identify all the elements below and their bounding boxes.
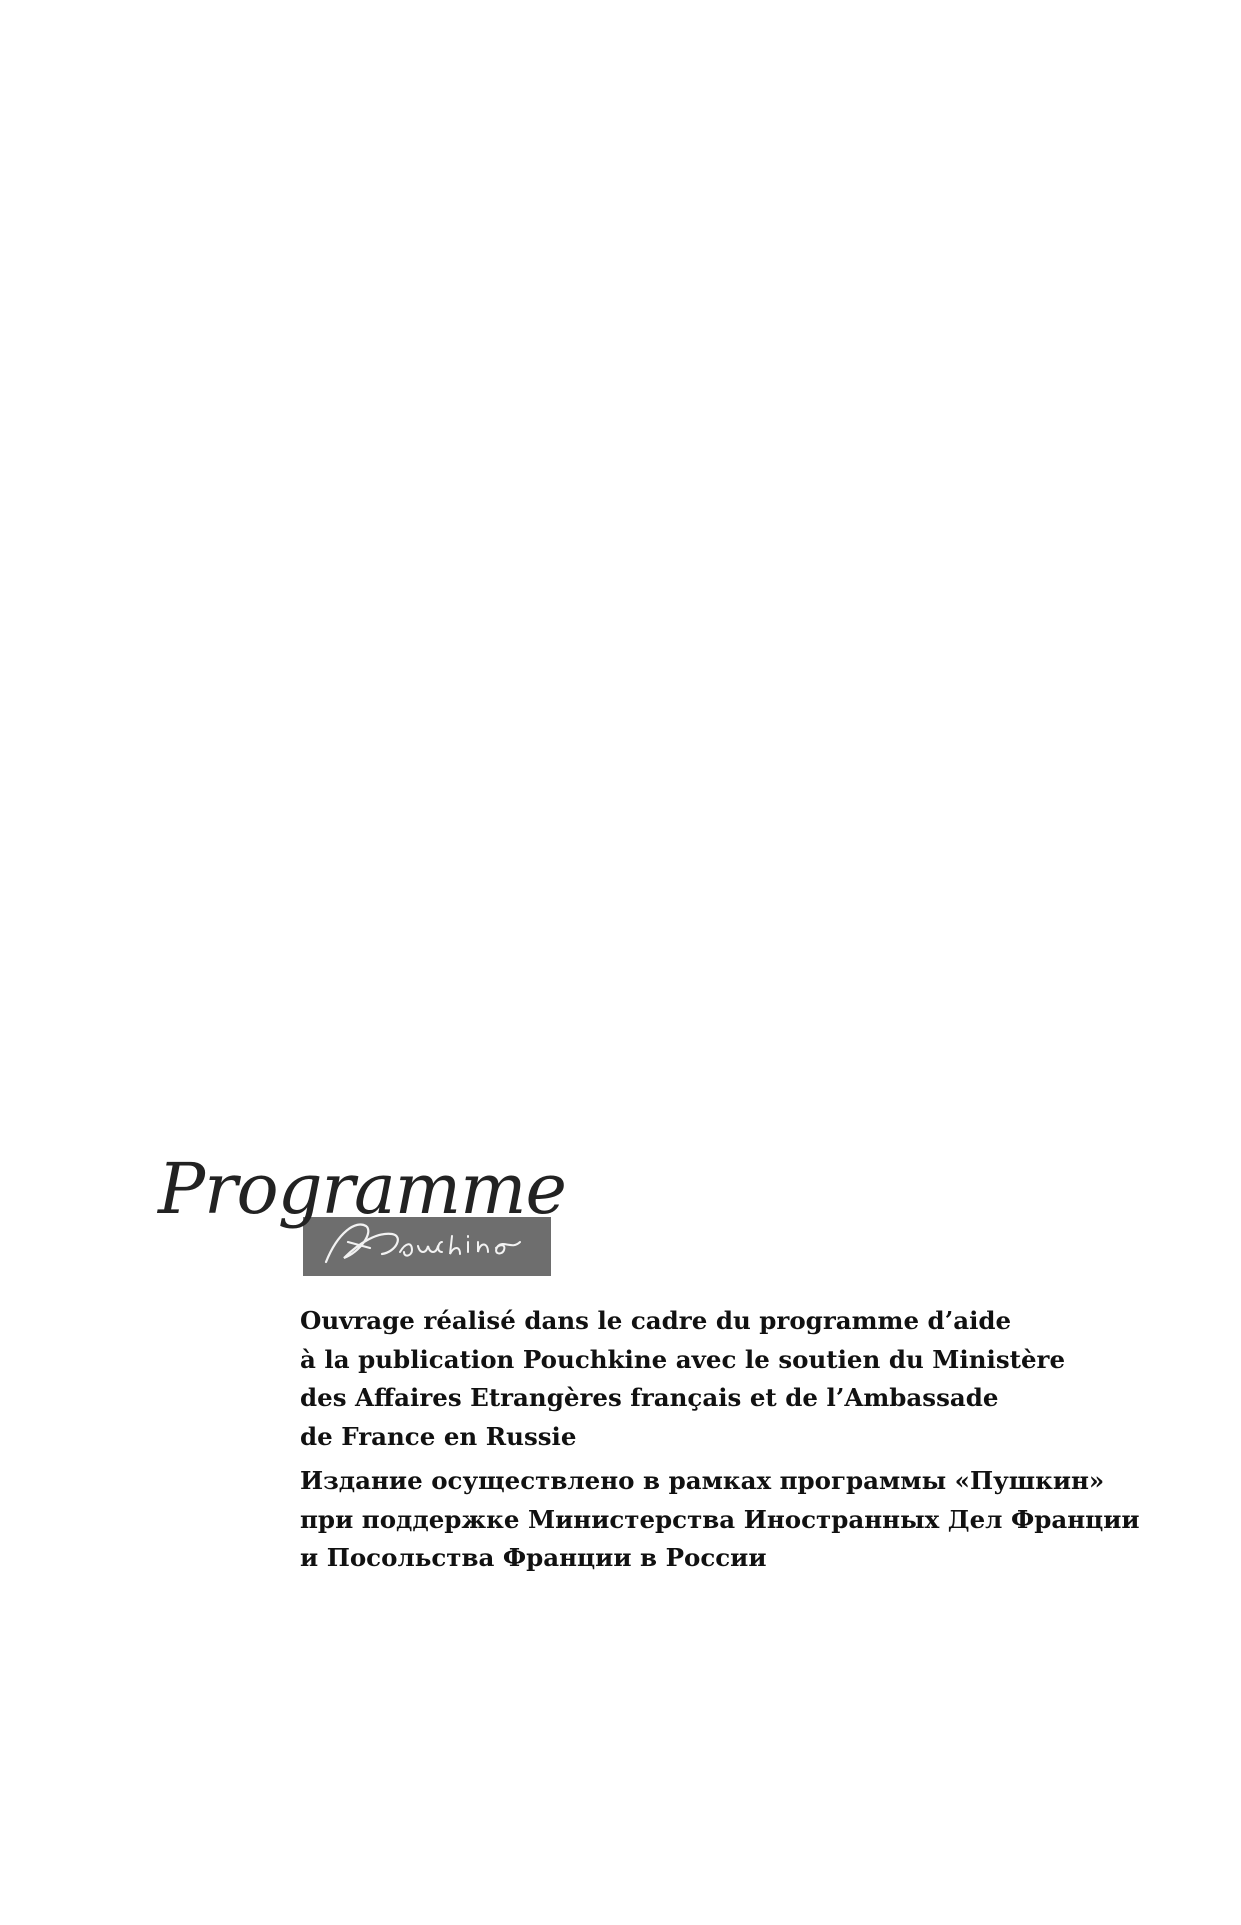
logo-wordmark: Programme <box>158 1148 566 1230</box>
publication-notice-french <box>300 1302 1120 1456</box>
notice-fr-line: des Affaires Etrangères français et de l’Ambassade <box>300 1383 999 1412</box>
notice-fr-line: Ouvrage réalisé dans le cadre du programme d’aide <box>300 1306 1012 1335</box>
publication-notice-russian <box>300 1462 1140 1578</box>
notice-ru-line: Издание осуществлено в рамках программы «Пушкин» <box>300 1466 1105 1495</box>
notice-fr-line: de France en Russie <box>300 1421 577 1451</box>
notice-ru-line: при поддержке Министерства Иностранных Дел Франции <box>300 1504 1140 1534</box>
notice-ru-line: и Посольства Франции в России <box>300 1543 767 1572</box>
notice-fr-line: à la publication Pouchkine avec le soutien du Ministère <box>300 1344 1066 1374</box>
programme-pouchkine-logo <box>158 1148 566 1288</box>
